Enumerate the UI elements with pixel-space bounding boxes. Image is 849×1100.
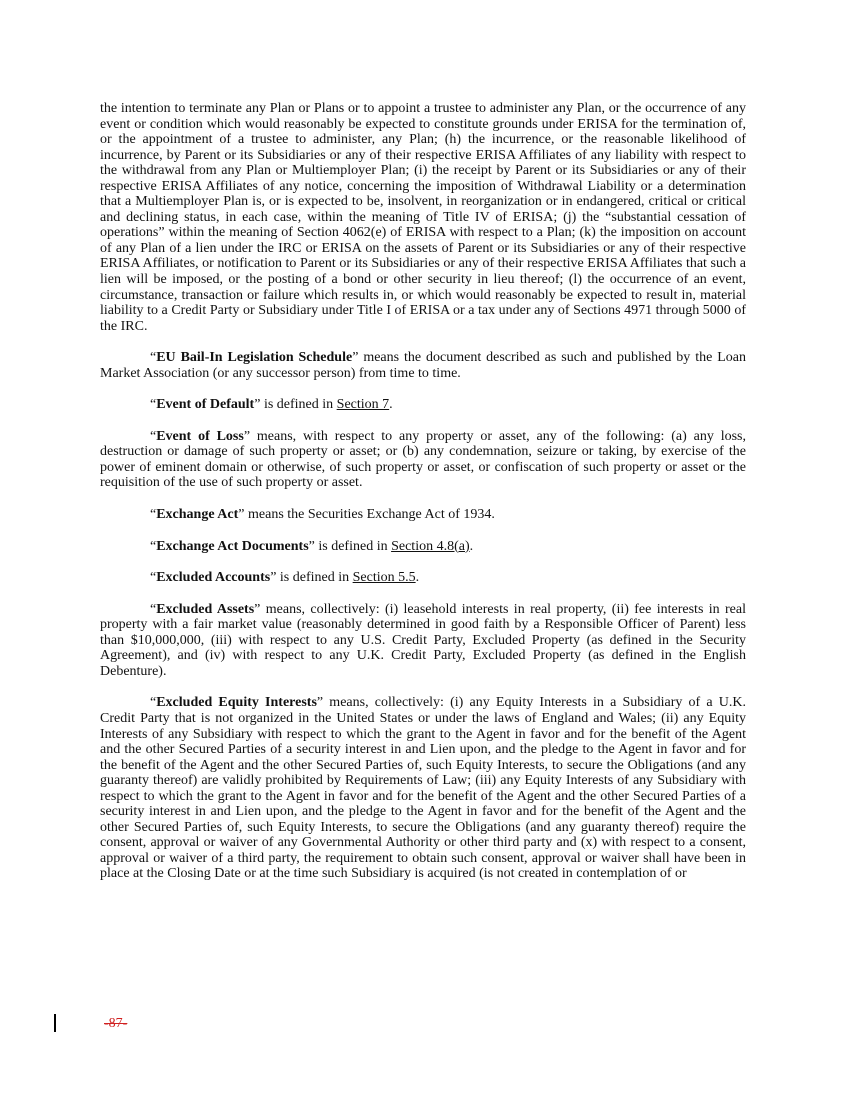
defined-term: Excluded Assets — [156, 601, 255, 617]
definition-exchange-act: “Exchange Act” means the Securities Exchange Act of 1934. — [150, 507, 495, 523]
document-body — [100, 101, 746, 882]
definition-exchange-act-documents: “Exchange Act Documents” is defined in Section 4.8(a). — [150, 538, 474, 554]
definition-event-of-loss: “Event of Loss” means, with respect to any property or asset, any of the following: (a) any loss, destruction or damage of such property or asset; or (b) any condemnation, seizure or taking, by exercise of the power of eminent domain or otherwise, of such property or asset, or confiscation of such property or asset or the requisition of the use of such property or asset. — [100, 428, 746, 491]
defined-term: EU Bail-In Legislation Schedule — [156, 350, 353, 366]
definition-text: means, with respect to any property or asset, any of the following: (a) any loss, destruction or damage of such property or asset; or (b) any condemnation, seizure or taking, by exercise of the power of eminent domain or otherwise, of such property or asset, or confiscation of such property or asset or the requisition of the use of such property or asset. — [100, 428, 746, 491]
defined-term: Excluded Accounts — [156, 570, 271, 586]
definition-excluded-equity-interests: “Excluded Equity Interests” means, collectively: (i) any Equity Interests in a Subsidiary of a U.K. Credit Party that is not organized in the United States or under the laws of England and Wales; (ii) any Equity Interests of any Subsidiary with respect to which the grant to the Agent in favor and for the benefit of the Agent and the other Secured Parties of a security interest in and Lien upon, and the pledge to the Agent in favor and for the benefit of the Agent and the other Secured Parties of, such Equity Interests, to secure the Obligations (and any guaranty thereof) are validly prohibited by Requirements of Law; (iii) any Equity Interests of any Subsidiary with respect to which the grant to the Agent in favor and for the benefit of the Agent and the other Secured Parties of a security interest in and Lien upon, and the pledge to the Agent in favor and for the benefit of the Agent and the other Secured Parties of, such Equity Interests, to secure the Obligations (and any guaranty thereof) require the consent, approval or waiver of any Governmental Authority or other third party and (x) with respect to a consent, approval or waiver of a third party, the requirement to obtain such consent, approval or waiver shall have been in place at the Closing Date or at the time such Subsidiary is acquired (is not created in contemplation of or — [100, 695, 746, 882]
defined-term: Exchange Act — [156, 507, 239, 523]
revision-change-bar — [54, 1014, 56, 1032]
page-number: -87- — [104, 1016, 128, 1031]
defined-term: Exchange Act Documents — [156, 538, 309, 554]
definition-text: is defined in — [314, 538, 392, 554]
section-reference-link[interactable]: Section 5.5 — [352, 570, 416, 586]
erisa-event-continuation: the intention to terminate any Plan or Plans or to appoint a trustee to administer any Plan, or the occurrence of any event or condition which would reasonably be expected to constitute grounds under ERISA for the termination of, or the appointment of a trustee to administer, any Plan; (h) the incurrence, or the reasonable likelihood of incurrence, by Parent or its Subsidiaries or any of their respective ERISA Affiliates of any liability with respect to the withdrawal from any Plan or Multiemployer Plan; (i) the receipt by Parent or its Subsidiaries or any of their respective ERISA Affiliates of any notice, concerning the imposition of Withdrawal Liability or a determination that a Multiemployer Plan is, or is expected to be, insolvent, in reorganization or in endangered, critical or critical and declining status, in each case, within the meaning of Title IV of ERISA; (j) the “substantial cessation of operations” within the meaning of Section 4062(e) of ERISA with respect to a Plan; (k) the imposition on account of any Plan of a lien under the IRC or ERISA on the assets of Parent or its Subsidiaries or any of their respective ERISA Affiliates, or notification to Parent or its Subsidiaries or any of their respective ERISA Affiliates that such a lien will be imposed, or the posting of a bond or other security in lieu thereof; (l) the occurrence of an event, circumstance, transaction or failure which results in, or which would reasonably be expected to result in, material liability to a Credit Party or Subsidiary under Title I of ERISA or a tax under any of Sections 4971 through 5000 of the IRC. — [100, 101, 746, 334]
defined-term: Event of Loss — [156, 428, 244, 444]
definition-event-of-default: “Event of Default” is defined in Section 7. — [150, 397, 393, 413]
section-reference-link[interactable]: Section 4.8(a) — [391, 538, 470, 554]
definition-text: is defined in — [260, 397, 337, 413]
definition-text: means the Securities Exchange Act of 1934. — [244, 507, 495, 523]
definition-excluded-accounts: “Excluded Accounts” is defined in Section 5.5. — [150, 570, 420, 586]
definition-text: means, collectively: (i) leasehold interests in real property, (ii) fee interests in real property with a fair market value (reasonably determined in good faith by a Responsible Officer of Parent) less than $10,000,000, (iii) with respect to any U.S. Credit Party, Excluded Property (as defined in the Security Agreement), and (iv) with respect to any U.K. Credit Party, Excluded Property (as defined in the English Debenture). — [100, 601, 746, 679]
defined-term: Excluded Equity Interests — [156, 695, 317, 711]
definition-text: is defined in — [276, 570, 353, 586]
definition-text: means, collectively: (i) any Equity Interests in a Subsidiary of a U.K. Credit Party that is not organized in the United States or under the laws of England and Wales; (ii) any Equity Interests of any Subsidiary with respect to which the grant to the Agent in favor and for the benefit of the Agent and the other Secured Parties of a security interest in and Lien upon, and the pledge to the Agent in favor and for the benefit of the Agent and the other Secured Parties of, such Equity Interests, to secure the Obligations (and any guaranty thereof) are validly prohibited by Requirements of Law; (iii) any Equity Interests of any Subsidiary with respect to which the grant to the Agent in favor and for the benefit of the Agent and the other Secured Parties of a security interest in and Lien upon, and the pledge to the Agent in favor and for the benefit of the Agent and the other Secured Parties of, such Equity Interests, to secure the Obligations (and any guaranty thereof) require the consent, approval or waiver of any Governmental Authority or other third party and (x) with respect to a consent, approval or waiver of a third party, the requirement to obtain such consent, approval or waiver shall have been in place at the Closing Date or at the time such Subsidiary is acquired (is not created in contemplation of or — [100, 695, 746, 882]
definition-text: means the document described as such and published by the Loan Market Association (or any successor person) from time to time. — [100, 350, 746, 381]
definition-excluded-assets: “Excluded Assets” means, collectively: (i) leasehold interests in real property, (ii) fee interests in real property with a fair market value (reasonably determined in good faith by a Responsible Officer of Parent) less than $10,000,000, (iii) with respect to any U.S. Credit Party, Excluded Property (as defined in the Security Agreement), and (iv) with respect to any U.K. Credit Party, Excluded Property (as defined in the English Debenture). — [100, 601, 746, 679]
definition-eu-bail-in-legislation-schedule: “EU Bail-In Legislation Schedule” means the document described as such and published by the Loan Market Association (or any successor person) from time to time. — [100, 350, 746, 381]
section-reference-link[interactable]: Section 7 — [336, 397, 390, 413]
defined-term: Event of Default — [156, 397, 255, 413]
